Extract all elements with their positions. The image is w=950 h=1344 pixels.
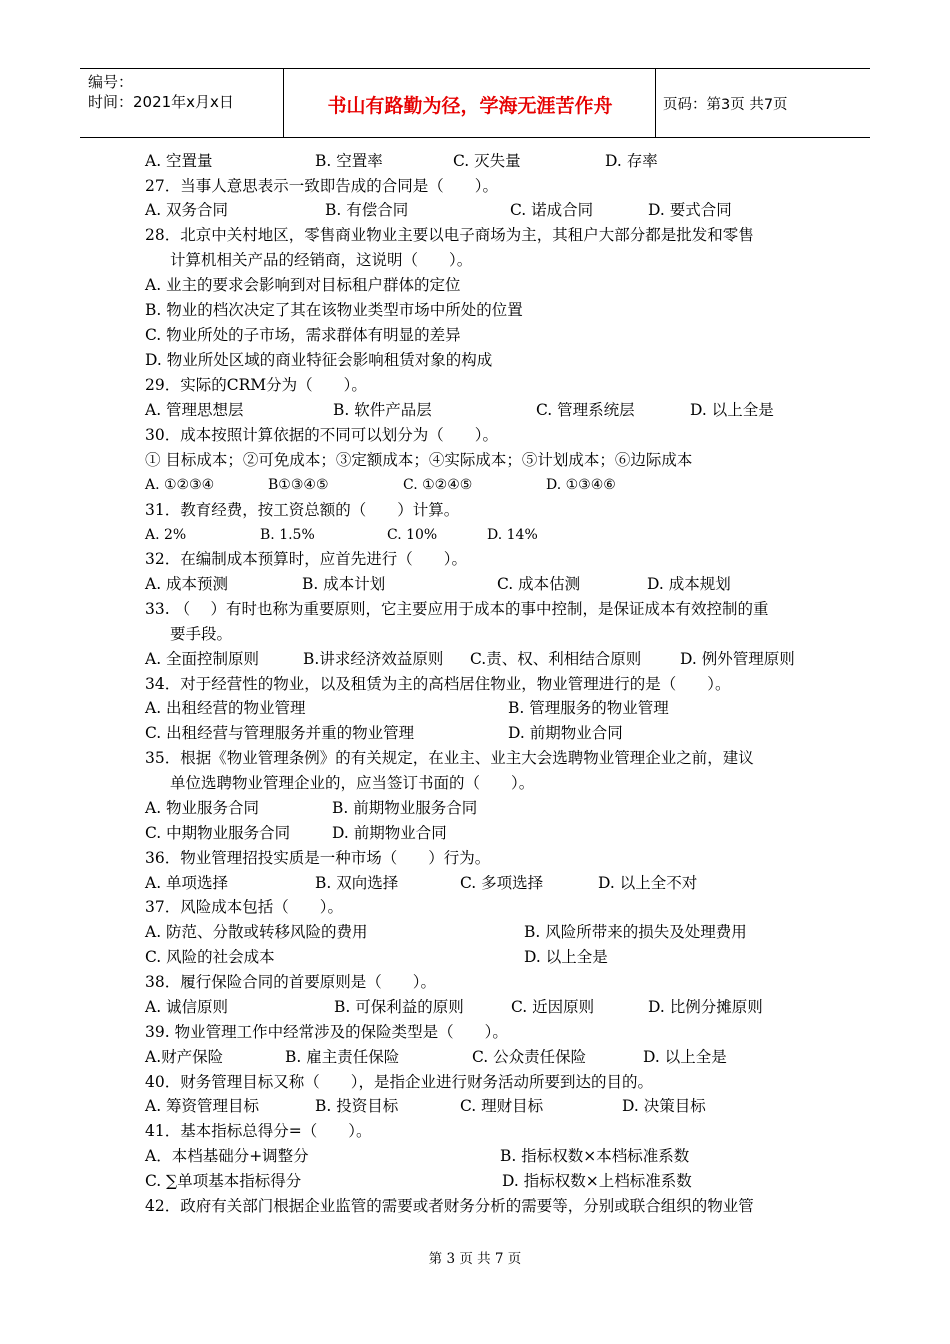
text-line: A. 物业服务合同 xyxy=(145,799,260,817)
text-line: A. 双务合同 xyxy=(145,201,229,219)
text-line: B. 管理服务的物业管理 xyxy=(508,699,669,717)
text-line: C. 灭失量 xyxy=(453,152,521,170)
text-line: C. 理财目标 xyxy=(460,1097,544,1115)
text-line: D. 决策目标 xyxy=(622,1097,706,1115)
text-line: B. 指标权数×本档标准系数 xyxy=(500,1147,690,1165)
header-divider xyxy=(655,69,656,137)
text-line: A. 空置量 xyxy=(145,152,213,170)
text-line: C. 物业所处的子市场，需求群体有明显的差异 xyxy=(145,326,461,344)
header-divider xyxy=(283,69,284,137)
text-line: B. 投资目标 xyxy=(315,1097,399,1115)
text-line: D. 以上全是 xyxy=(690,401,774,419)
text-line: B. 雇主责任保险 xyxy=(285,1048,400,1066)
text-line: 41．基本指标总得分=（ ）。 xyxy=(145,1122,372,1140)
text-line: B. 物业的档次决定了其在该物业类型市场中所处的位置 xyxy=(145,301,523,319)
text-line: 38．履行保险合同的首要原则是（ ）。 xyxy=(145,973,436,991)
text-line: D. 指标权数×上档标准系数 xyxy=(502,1172,692,1190)
text-line: C. 管理系统层 xyxy=(536,401,635,419)
text-line: B. 成本计划 xyxy=(302,575,386,593)
text-line: A. 业主的要求会影响到对目标租户群体的定位 xyxy=(145,276,461,294)
text-line: D. 以上全是 xyxy=(524,948,608,966)
text-line: B①③④⑤ xyxy=(268,477,329,493)
text-line: C. 近因原则 xyxy=(511,998,595,1016)
text-line: 30．成本按照计算依据的不同可以划分为（ ）。 xyxy=(145,426,498,444)
text-line: 单位选聘物业管理企业的，应当签订书面的（ ）。 xyxy=(170,774,535,792)
page-footer: 第 3 页 共 7 页 xyxy=(428,1251,522,1267)
text-line: A. 诚信原则 xyxy=(145,998,229,1016)
text-line: 40．财务管理目标又称（ ），是指企业进行财务活动所要到达的目的。 xyxy=(145,1073,653,1091)
text-line: A. 出租经营的物业管理 xyxy=(145,699,306,717)
text-line: 34．对于经营性的物业，以及租赁为主的高档居住物业，物业管理进行的是（ ）。 xyxy=(145,675,731,693)
text-line: ① 目标成本；②可免成本；③定额成本；④实际成本；⑤计划成本；⑥边际成本 xyxy=(145,451,693,469)
text-line: 33. （ ）有时也称为重要原则，它主要应用于成本的事中控制，是保证成本有效控制的重 xyxy=(145,600,769,618)
text-line: C. 10% xyxy=(387,527,438,543)
text-line: 要手段。 xyxy=(170,625,233,643)
text-line: 37．风险成本包括（ ）。 xyxy=(145,898,343,916)
text-line: 42．政府有关部门根据企业监管的需要或者财务分析的需要等，分别或联合组织的物业管 xyxy=(145,1197,754,1215)
text-line: A. ①②③④ xyxy=(145,477,215,493)
text-line: D. 物业所处区域的商业特征会影响租赁对象的构成 xyxy=(145,351,493,369)
text-line: D. 前期物业合同 xyxy=(508,724,623,742)
text-line: B. 双向选择 xyxy=(315,874,399,892)
text-line: D. 比例分摊原则 xyxy=(648,998,763,1016)
text-line: C. 公众责任保险 xyxy=(472,1048,587,1066)
text-line: 计算机相关产品的经销商，这说明（ ）。 xyxy=(170,251,473,269)
text-line: 32．在编制成本预算时，应首先进行（ ）。 xyxy=(145,550,467,568)
text-line: D. 存率 xyxy=(605,152,658,170)
text-line: 27．当事人意思表示一致即告成的合同是（ ）。 xyxy=(145,177,498,195)
text-line: B. 有偿合同 xyxy=(325,201,409,219)
text-line: B. 风险所带来的损失及处理费用 xyxy=(524,923,747,941)
text-line: 28．北京中关村地区，零售商业物业主要以电子商场为主，其租户大部分都是批发和零售 xyxy=(145,226,754,244)
text-line: B. 前期物业服务合同 xyxy=(332,799,478,817)
text-line: A. 全面控制原则 xyxy=(145,650,260,668)
text-line: A. 筹资管理目标 xyxy=(145,1097,260,1115)
text-line: A.财产保险 xyxy=(145,1048,224,1066)
header-motto: 书山有路勤为径，学海无涯苦作舟 xyxy=(327,95,613,117)
text-line: C. 多项选择 xyxy=(460,874,544,892)
header-page-info: 页码：第3页 共7页 xyxy=(663,97,788,113)
text-line: D. 以上全是 xyxy=(643,1048,727,1066)
text-line: B. 空置率 xyxy=(315,152,383,170)
code-label: 编号： xyxy=(88,73,134,91)
text-line: C. ∑单项基本指标得分 xyxy=(145,1172,302,1190)
text-line: B. 软件产品层 xyxy=(333,401,432,419)
text-line: C. 中期物业服务合同 xyxy=(145,824,291,842)
text-line: C. 诺成合同 xyxy=(510,201,594,219)
text-line: D. 以上全不对 xyxy=(598,874,698,892)
text-line: A. 成本预测 xyxy=(145,575,229,593)
text-line: A. 管理思想层 xyxy=(145,401,244,419)
header-meta xyxy=(88,72,234,112)
text-line: C. 成本估测 xyxy=(497,575,581,593)
date-line: 时间：2021年x月x日 xyxy=(88,93,234,111)
text-line: C. 出租经营与管理服务并重的物业管理 xyxy=(145,724,415,742)
text-line: D. 例外管理原则 xyxy=(680,650,795,668)
text-line: B. 可保利益的原则 xyxy=(334,998,464,1016)
text-line: B. 1.5% xyxy=(260,527,315,543)
text-line: B.讲求经济效益原则 xyxy=(303,650,444,668)
text-line: D. 14% xyxy=(487,527,538,543)
text-line: D. 要式合同 xyxy=(648,201,732,219)
text-line: C. 风险的社会成本 xyxy=(145,948,275,966)
text-line: C.责、权、利相结合原则 xyxy=(470,650,642,668)
text-line: 29．实际的CRM分为（ ）。 xyxy=(145,376,367,394)
text-line: A. 2% xyxy=(145,527,187,543)
text-line: 31．教育经费，按工资总额的（ ）计算。 xyxy=(145,501,460,519)
text-line: D. 前期物业合同 xyxy=(332,824,447,842)
page-header xyxy=(80,68,870,138)
text-line: A. 单项选择 xyxy=(145,874,229,892)
text-line: 36．物业管理招投实质是一种市场（ ）行为。 xyxy=(145,849,491,867)
text-line: A．本档基础分+调整分 xyxy=(145,1147,309,1165)
text-line: A. 防范、分散或转移风险的费用 xyxy=(145,923,368,941)
text-line: D. 成本规划 xyxy=(647,575,731,593)
text-line: C. ①②④⑤ xyxy=(403,477,473,493)
text-line: 35．根据《物业管理条例》的有关规定，在业主、业主大会选聘物业管理企业之前，建议 xyxy=(145,749,754,767)
text-line: D. ①③④⑥ xyxy=(546,477,616,493)
text-line: 39. 物业管理工作中经常涉及的保险类型是（ ）。 xyxy=(145,1023,508,1041)
